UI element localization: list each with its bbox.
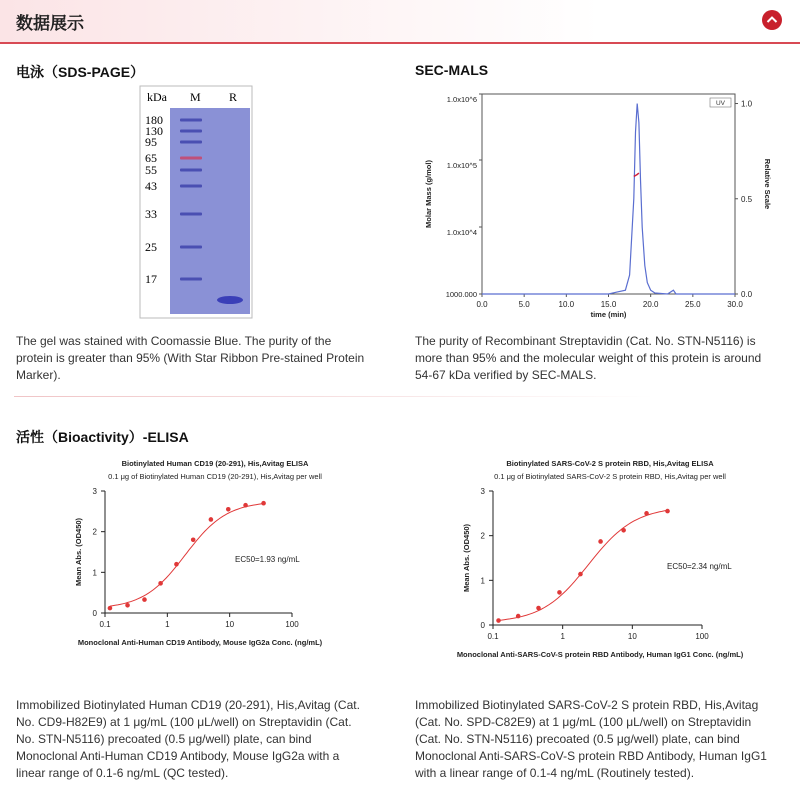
- elisa-rbd-x-tick-label: 100: [695, 632, 709, 641]
- gel-ladder-band: [180, 157, 202, 160]
- elisa-cd19-data-point: [142, 597, 147, 602]
- elisa-cd19-x-axis-label: Monoclonal Anti-Human CD19 Antibody, Mouse IgG2a Conc. (ng/mL): [77, 638, 323, 647]
- sec-x-tick-label: 30.0: [727, 300, 743, 309]
- gel-marker-label: 65: [145, 151, 157, 165]
- gel-kda-label: kDa: [147, 90, 167, 104]
- sds-page-title: 电泳（SDS-PAGE）: [16, 64, 145, 80]
- elisa-cd19-data-point: [174, 562, 179, 567]
- elisa-rbd-caption: Immobilized Biotinylated SARS-CoV-2 S protein RBD, His,Avitag (Cat. No. SPD-C82E9) at 1 μg/mL (100 μL/well) on Streptavidin (Cat. No. STN-N5116) precoated (0.5 μg/well) plate, can bind Monoclonal Anti-SARS-CoV-S protein RBD Antibody, Human IgG1 with a linear range of 0.1-4 ng/mL (Routinely tested).: [415, 698, 767, 780]
- elisa-cd19-x-tick-label: 100: [285, 620, 299, 629]
- sec-x-tick-label: 25.0: [685, 300, 701, 309]
- sec-mals-chart: [415, 84, 785, 319]
- elisa-cd19-data-point: [158, 581, 163, 586]
- sec-y-tick-label: 1.0x10^6: [446, 95, 477, 104]
- bioactivity-title: 活性（Bioactivity）-ELISA: [16, 429, 189, 445]
- gel-sample-band: [217, 296, 243, 304]
- elisa-rbd-data-point: [621, 528, 626, 533]
- elisa-cd19-y-axis-label: Mean Abs. (OD450): [74, 517, 83, 587]
- elisa-cd19-data-point: [243, 503, 248, 508]
- sec-x-tick-label: 15.0: [600, 300, 617, 309]
- sec-y2-axis-label: Relative Scale: [763, 158, 772, 210]
- page-title: 数据展示: [16, 14, 84, 33]
- elisa-cd19-ec50-annotation: EC50=1.93 ng/mL: [235, 555, 300, 565]
- sec-y-tick-label: 1.0x10^4: [446, 228, 477, 237]
- gel-ladder-band: [180, 130, 202, 133]
- elisa-cd19-data-point: [125, 603, 130, 608]
- gel-marker-label: 55: [145, 163, 157, 177]
- sec-plot-frame: [482, 94, 735, 294]
- elisa-rbd-ec50-annotation: EC50=2.34 ng/mL: [667, 562, 732, 572]
- sec-x-tick-label: 20.0: [642, 300, 659, 309]
- gel-marker-label: 17: [145, 272, 157, 286]
- elisa-rbd-y-tick-label: 3: [480, 487, 485, 496]
- elisa-rbd-data-point: [536, 606, 541, 611]
- gel-marker-label: 43: [145, 179, 157, 193]
- gel-marker-label: 130: [145, 124, 163, 138]
- elisa-rbd-data-point: [644, 511, 649, 516]
- gel-marker-label: 180: [145, 113, 163, 127]
- gel-ladder-band: [180, 169, 202, 172]
- elisa-cd19-x-tick-label: 1: [165, 620, 170, 629]
- elisa-cd19-x-tick-label: 0.1: [99, 620, 111, 629]
- elisa-cd19-y-tick-label: 2: [92, 527, 97, 537]
- elisa-rbd-x-axis-label: Monoclonal Anti-SARS-CoV-S protein RBD Antibody, Human IgG1 Conc. (ng/mL): [456, 650, 744, 659]
- elisa-cd19-data-point: [209, 517, 214, 522]
- section-header: [0, 0, 800, 44]
- elisa-rbd-title: Biotinylated SARS-CoV-2 S protein RBD, His,Avitag ELISA: [506, 459, 714, 468]
- elisa-cd19-subtitle: 0.1 μg of Biotinylated Human CD19 (20-291), His,Avitag per well: [108, 472, 322, 481]
- sec-uv-trace: [482, 104, 735, 295]
- elisa-cd19-data-point: [226, 507, 231, 512]
- gel-ladder-band: [180, 141, 202, 144]
- elisa-chart-rbd: [440, 452, 770, 672]
- elisa-cd19-caption: Immobilized Biotinylated Human CD19 (20-291), His,Avitag (Cat. No. CD9-H82E9) at 1 μg/mL (100 μL/well) on Streptavidin (Cat. No. STN-N5116) precoated (0.5 μg/well) plate, can bind Monoclonal Anti-Human CD19 Antibody, Mouse IgG2a with a linear range of 0.1-6 ng/mL (QC tested).: [16, 698, 360, 780]
- elisa-cd19-x-tick-label: 10: [225, 620, 235, 629]
- sec-caption: The purity of Recombinant Streptavidin (Cat. No. STN-N5116) is more than 95% and the molecular weight of this protein is around 54-67 kDa verified by SEC-MALS.: [415, 334, 762, 382]
- sds-gel-image: [140, 86, 252, 318]
- section-divider: [14, 396, 654, 397]
- elisa-cd19-data-point: [108, 606, 113, 611]
- elisa-cd19-y-tick-label: 1: [92, 568, 97, 578]
- elisa-cd19-y-tick-label: 0: [92, 609, 97, 618]
- sec-mals-title: SEC-MALS: [415, 62, 489, 78]
- elisa-cd19-title: Biotinylated Human CD19 (20-291), His,Avitag ELISA: [121, 459, 309, 468]
- elisa-cd19-data-point: [261, 501, 266, 506]
- elisa-rbd-x-tick-label: 1: [560, 632, 565, 641]
- elisa-rbd-data-point: [578, 572, 583, 577]
- elisa-cd19-y-tick-label: 3: [92, 487, 97, 496]
- elisa-rbd-y-tick-label: 1: [480, 576, 485, 586]
- sds-caption: [16, 333, 371, 384]
- gel-ladder-band: [180, 246, 202, 249]
- elisa-rbd-data-point: [557, 590, 562, 595]
- elisa-rbd-x-tick-label: 0.1: [487, 632, 499, 641]
- gel-ladder-band: [180, 119, 202, 122]
- elisa-rbd-y-tick-label: 2: [480, 531, 485, 541]
- elisa-rbd-data-point: [496, 618, 501, 623]
- sec-x-tick-label: 10.0: [558, 300, 575, 309]
- elisa-rbd-y-tick-label: 0: [480, 621, 485, 630]
- gel-marker-label: 33: [145, 207, 157, 221]
- sec-y2-tick-label: 0.0: [741, 290, 753, 299]
- elisa-rbd-y-axis-label: Mean Abs. (OD450): [462, 523, 471, 593]
- chevron-up-icon: [766, 15, 778, 24]
- gel-ladder-band: [180, 213, 202, 216]
- sec-y2-tick-label: 1.0: [741, 99, 753, 109]
- sds-caption-text: The gel was stained with Coomassie Blue. The purity of the protein is greater than 95% (With: [16, 334, 332, 365]
- sds-caption-end: ).: [53, 368, 61, 382]
- elisa-cd19-data-point: [191, 538, 196, 543]
- gel-ladder-band: [180, 185, 202, 188]
- elisa-rbd-subtitle: 0.1 μg of Biotinylated SARS-CoV-2 S protein RBD, His,Avitag per well: [494, 472, 726, 481]
- elisa-chart-cd19: [70, 452, 360, 652]
- sec-y-axis-label: Molar Mass (g/mol): [424, 160, 433, 228]
- gel-ladder-band: [180, 278, 202, 281]
- marker-link[interactable]: Star Ribbon Pre-stained Protein Marker: [16, 351, 365, 382]
- sec-x-axis-label: time (min): [590, 310, 627, 319]
- collapse-button[interactable]: [762, 10, 782, 30]
- elisa-rbd-x-tick-label: 10: [627, 632, 637, 641]
- gel-lane-m-label: M: [190, 90, 201, 104]
- sec-legend-label: UV: [715, 100, 726, 107]
- elisa-rbd-data-point: [516, 614, 521, 619]
- sec-y-tick-label: 1000.000: [445, 290, 477, 299]
- gel-marker-label: 95: [145, 135, 157, 149]
- sec-y-tick-label: 1.0x10^5: [446, 161, 477, 170]
- sec-x-tick-label: 5.0: [518, 300, 530, 309]
- elisa-rbd-fit-curve: [499, 510, 668, 620]
- gel-lane-r-label: R: [229, 90, 238, 104]
- sec-x-tick-label: 0.0: [476, 300, 488, 309]
- elisa-rbd-data-point: [598, 539, 603, 544]
- sec-y2-tick-label: 0.5: [741, 194, 753, 204]
- gel-marker-label: 25: [145, 240, 157, 254]
- elisa-rbd-data-point: [665, 509, 670, 514]
